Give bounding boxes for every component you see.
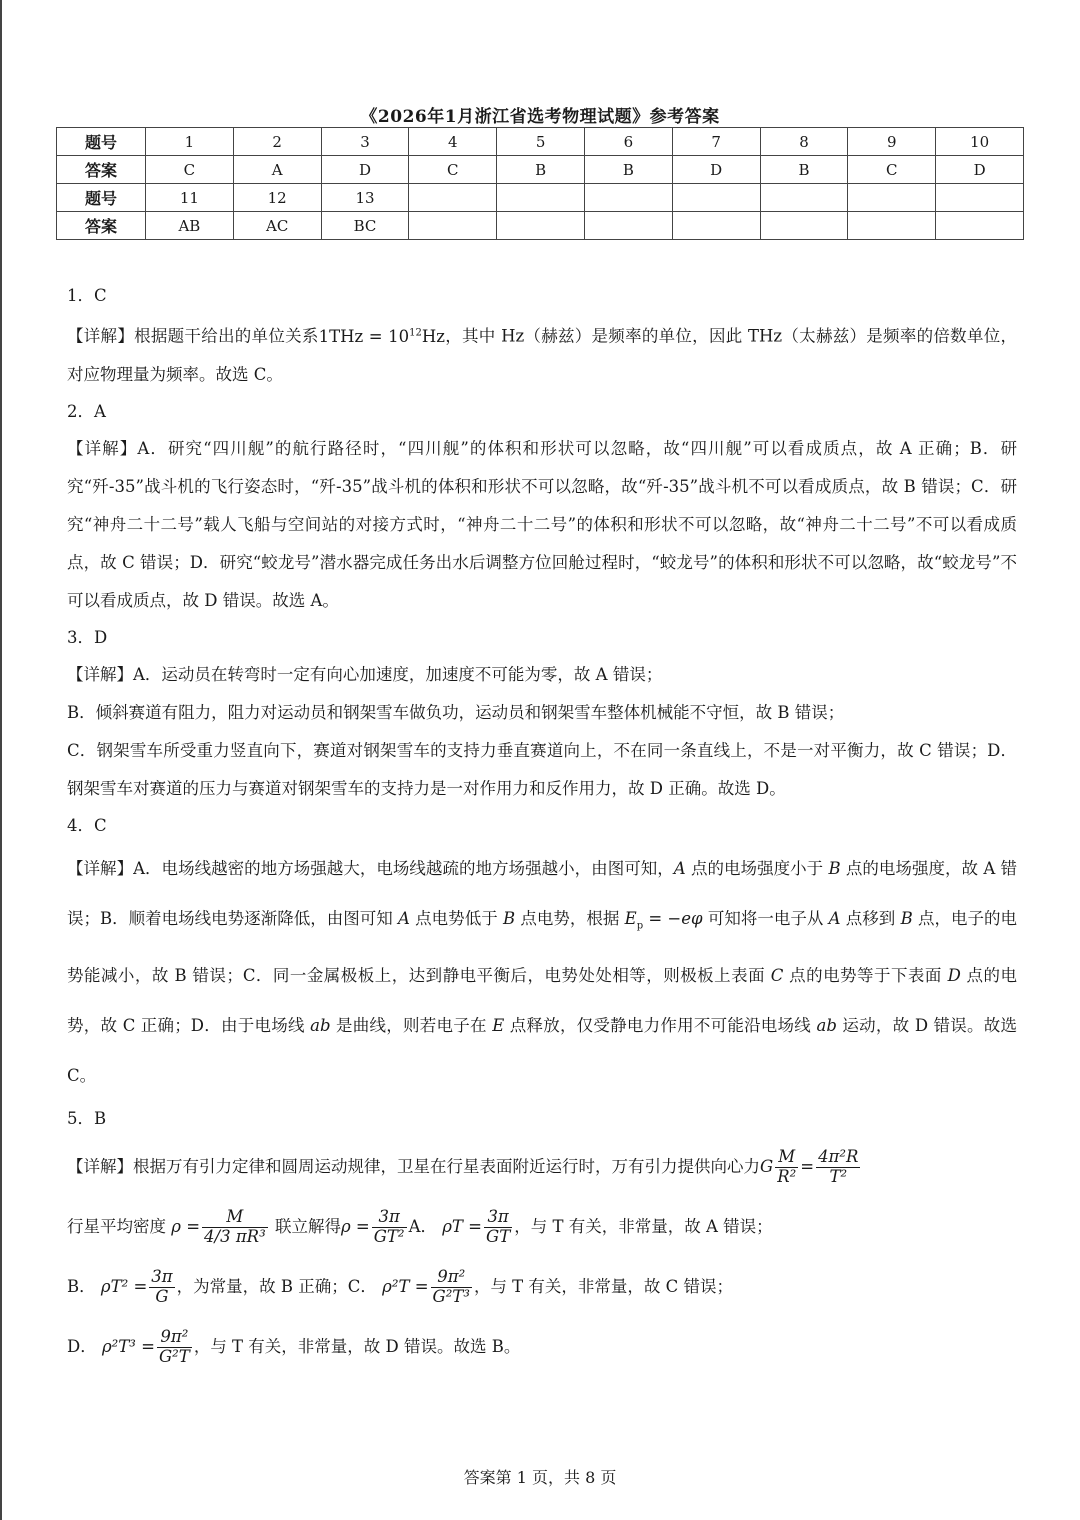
table-cell <box>497 212 585 240</box>
fraction <box>372 1208 407 1247</box>
q5-text: A． <box>408 1216 437 1236</box>
q5-line-a <box>67 1137 1017 1197</box>
fraction-denominator: T² <box>829 1166 848 1186</box>
table-cell <box>584 184 672 212</box>
fraction <box>775 1148 798 1187</box>
fraction-denominator: R² <box>777 1166 797 1186</box>
table-cell: AC <box>233 212 321 240</box>
table-cell: B <box>497 156 585 184</box>
table-cell: 3 <box>321 128 409 156</box>
fraction-numerator: 9π² <box>431 1268 472 1288</box>
formula: ρ²T = <box>382 1276 429 1296</box>
fraction-numerator: 3π <box>151 1266 173 1286</box>
table-header-cell: 题号 <box>57 128 146 156</box>
table-cell: 7 <box>672 128 760 156</box>
point-d: D <box>947 965 961 985</box>
document-title: 《2026年1月浙江省选考物理试题》参考答案 <box>360 107 720 127</box>
q1-text-rest: ，其中 Hz（赫兹）是频率的单位，因此 THz（太赫兹）是频率的倍数单位，对应物理量为频率。故选 C。 <box>67 326 1017 384</box>
table-cell: A <box>233 156 321 184</box>
q4-text: 【详解】A．电场线越密的地方场强越大，电场线越疏的地方场强越小，由图可知， <box>67 858 674 878</box>
table-header-cell: 答案 <box>57 156 146 184</box>
question-number-1: 1．C <box>67 286 107 305</box>
q4-text: 是曲线，则若电子在 <box>330 1015 493 1035</box>
field-line-ab: ab <box>310 1015 331 1035</box>
table-cell: 10 <box>936 128 1024 156</box>
fraction-numerator: M <box>775 1148 798 1168</box>
q4-text: 可知将一电子从 <box>702 908 829 928</box>
q5-line-c <box>67 1257 1017 1317</box>
q4-text: 点的电势，故 C 正确；D．由于电场线 <box>67 965 1017 1035</box>
q3-line-b: B．倾斜赛道有阻力，阻力对运动员和钢架雪车做负功，运动员和钢架雪车整体机械能不守恒，故 B 错误； <box>67 702 845 722</box>
fraction-denominator: 4/3 πR³ <box>204 1226 266 1246</box>
point-a: A <box>828 908 841 928</box>
point-b: B <box>502 908 516 928</box>
question-number-5: 5．B <box>67 1108 107 1128</box>
q4-text: 点释放，仅受静电力作用不可能沿电场线 <box>504 1015 817 1035</box>
table-cell: 8 <box>760 128 848 156</box>
table-cell <box>584 212 672 240</box>
q5-text: B． <box>67 1276 96 1296</box>
q4-explanation <box>67 844 1017 1101</box>
point-c: C <box>770 965 784 985</box>
fraction-numerator: 9π² <box>157 1328 192 1348</box>
fraction-numerator: M <box>202 1208 268 1228</box>
table-cell <box>672 184 760 212</box>
q3-line-c: C．钢架雪车所受重力竖直向下，赛道对钢架雪车的支持力垂直赛道向上，不在同一条直线上，不是一对平衡力，故 C 错误；D．钢架雪车对赛道的压力与赛道对钢架雪车的支持力是一对作用力和反作用力，故 D 正确。故选 D。 <box>67 740 1017 798</box>
table-cell: C <box>146 156 234 184</box>
table-header-cell: 题号 <box>57 184 146 212</box>
point-b: B <box>900 908 913 928</box>
q5-text: D． <box>67 1336 97 1356</box>
point-a: A <box>673 858 686 878</box>
table-cell: C <box>409 156 497 184</box>
question-number-3: 3．D <box>67 627 108 647</box>
fraction-numerator: 3π <box>484 1208 512 1228</box>
question-number-4: 4．C <box>67 815 107 835</box>
table-cell: D <box>672 156 760 184</box>
field-line-ab: ab <box>816 1015 837 1035</box>
q4-text: 点电势低于 <box>409 908 503 928</box>
q5-text: ，与 T 有关，非常量，故 C 错误； <box>473 1276 734 1296</box>
table-cell: C <box>848 156 936 184</box>
fraction-denominator: G <box>155 1286 169 1306</box>
fraction-denominator: G²T³ <box>432 1286 470 1306</box>
table-header-cell: 答案 <box>57 212 146 240</box>
q2-explanation: 【详解】A．研究“四川舰”的航行路径时，“四川舰”的体积和形状可以忽略，故“四川舰”可以看成质点，故 A 正确；B．研究“歼-35”战斗机的飞行姿态时，“歼-35”战斗机的体积和形状不可以忽略，故“歼-35”战斗机不可以看成质点，故 B 错误；C．研究“神舟二十二号”载人飞船与空间站的对接方式时，“神舟二十二号”的体积和形状不可以忽略，故“神舟二十二号”不可以看成质点，故 C 错误；D．研究“蛟龙号”潜水器完成任务出水后调整方位回舱过程时，“蛟龙号”的体积和形状不可以忽略，故“蛟龙号”不可以看成质点，故 D 错误。故选 A。 <box>67 438 1017 610</box>
q5-text: 【详解】根据万有引力定律和圆周运动规律，卫星在行星表面附近运行时，万有引力提供向心力 <box>67 1156 760 1176</box>
equals-sign: = <box>800 1156 815 1176</box>
fraction <box>149 1268 174 1307</box>
table-cell: D <box>321 156 409 184</box>
fraction-denominator: GT <box>486 1226 511 1246</box>
q5-line-d <box>67 1317 1017 1377</box>
table-row <box>57 212 1024 240</box>
q1-text: 【详解】根据题干给出的单位关系 <box>67 326 319 346</box>
table-cell <box>936 184 1024 212</box>
fraction-denominator: GT² <box>373 1226 405 1246</box>
table-row <box>57 156 1024 184</box>
fraction <box>431 1268 472 1307</box>
answer-content <box>67 278 1017 1377</box>
table-cell <box>760 184 848 212</box>
q5-text: 联立解得 <box>274 1216 341 1236</box>
point-a: A <box>398 908 410 928</box>
formula: ρT = <box>442 1216 483 1236</box>
formula: ρT² = <box>100 1276 148 1296</box>
potential-energy-symbol: E <box>624 908 637 928</box>
table-cell: 11 <box>146 184 234 212</box>
fraction-denominator: G²T <box>159 1346 190 1366</box>
q4-text: 点的电场强度小于 <box>685 858 829 878</box>
table-cell: 6 <box>584 128 672 156</box>
q4-text: 点电势，根据 <box>515 908 625 928</box>
q5-line-b <box>67 1197 1017 1257</box>
q5-text: ，与 T 有关，非常量，故 A 错误； <box>514 1216 773 1236</box>
table-cell: 2 <box>233 128 321 156</box>
page-edge <box>0 0 2 1520</box>
q5-text: 行星平均密度 <box>67 1216 166 1236</box>
potential-energy-subscript: p <box>636 919 644 931</box>
point-e: E <box>492 1015 505 1035</box>
table-cell: B <box>584 156 672 184</box>
q1-unit-exponent: 12 <box>409 327 422 338</box>
table-cell <box>497 184 585 212</box>
q4-text: 运动，故 D 错误。故选 C。 <box>67 1015 1018 1085</box>
table-cell <box>672 212 760 240</box>
fraction <box>202 1208 268 1247</box>
fraction-numerator: 3π <box>372 1208 407 1228</box>
fraction <box>816 1148 860 1187</box>
table-row <box>57 184 1024 212</box>
density-formula: ρ = <box>171 1216 201 1236</box>
table-cell <box>409 184 497 212</box>
q5-text: ，为常量，故 B 正确；C． <box>176 1276 377 1296</box>
table-cell: BC <box>321 212 409 240</box>
table-cell: AB <box>146 212 234 240</box>
answer-table <box>56 127 1024 240</box>
q3-line-a: 【详解】A．运动员在转弯时一定有向心加速度，加速度不可能为零，故 A 错误； <box>67 664 663 684</box>
q4-text: 点移到 <box>840 908 901 928</box>
table-cell: 4 <box>409 128 497 156</box>
fraction <box>484 1208 512 1247</box>
fraction-numerator: 4π²R <box>818 1146 859 1166</box>
gravity-constant: G <box>760 1156 774 1176</box>
question-number-2: 2．A <box>67 401 106 421</box>
potential-energy-formula: = −eφ <box>643 908 703 928</box>
q1-explanation <box>67 314 1017 394</box>
q1-unit-base: 1THz = 10 <box>318 326 410 346</box>
table-cell: D <box>936 156 1024 184</box>
table-cell: B <box>760 156 848 184</box>
table-cell <box>760 212 848 240</box>
table-cell: 1 <box>146 128 234 156</box>
table-cell <box>409 212 497 240</box>
q5-text: ，与 T 有关，非常量，故 D 错误。故选 B。 <box>193 1336 521 1356</box>
fraction <box>157 1328 192 1367</box>
q4-text: 点的电势等于下表面 <box>783 965 948 985</box>
table-cell: 12 <box>233 184 321 212</box>
q1-unit-hz: Hz <box>421 326 445 346</box>
table-cell: 5 <box>497 128 585 156</box>
table-cell: 9 <box>848 128 936 156</box>
density-formula: ρ = <box>340 1216 370 1236</box>
q4-text: 点，电子的电势能减小，故 B 错误；C．同一金属极板上，达到静电平衡后，电势处处相等，则极板上表面 <box>67 908 1017 985</box>
table-cell: 13 <box>321 184 409 212</box>
page-footer: 答案第 1 页，共 8 页 <box>463 1468 617 1487</box>
table-cell <box>936 212 1024 240</box>
formula: ρ²T³ = <box>101 1336 155 1356</box>
table-cell <box>848 184 936 212</box>
table-row <box>57 128 1024 156</box>
q1-unit-relation <box>319 327 445 346</box>
q4-text: 点的电场强度，故 A 错误；B．顺着电场线电势逐渐降低，由图可知 <box>67 858 1018 928</box>
point-b: B <box>828 858 841 878</box>
table-cell <box>848 212 936 240</box>
